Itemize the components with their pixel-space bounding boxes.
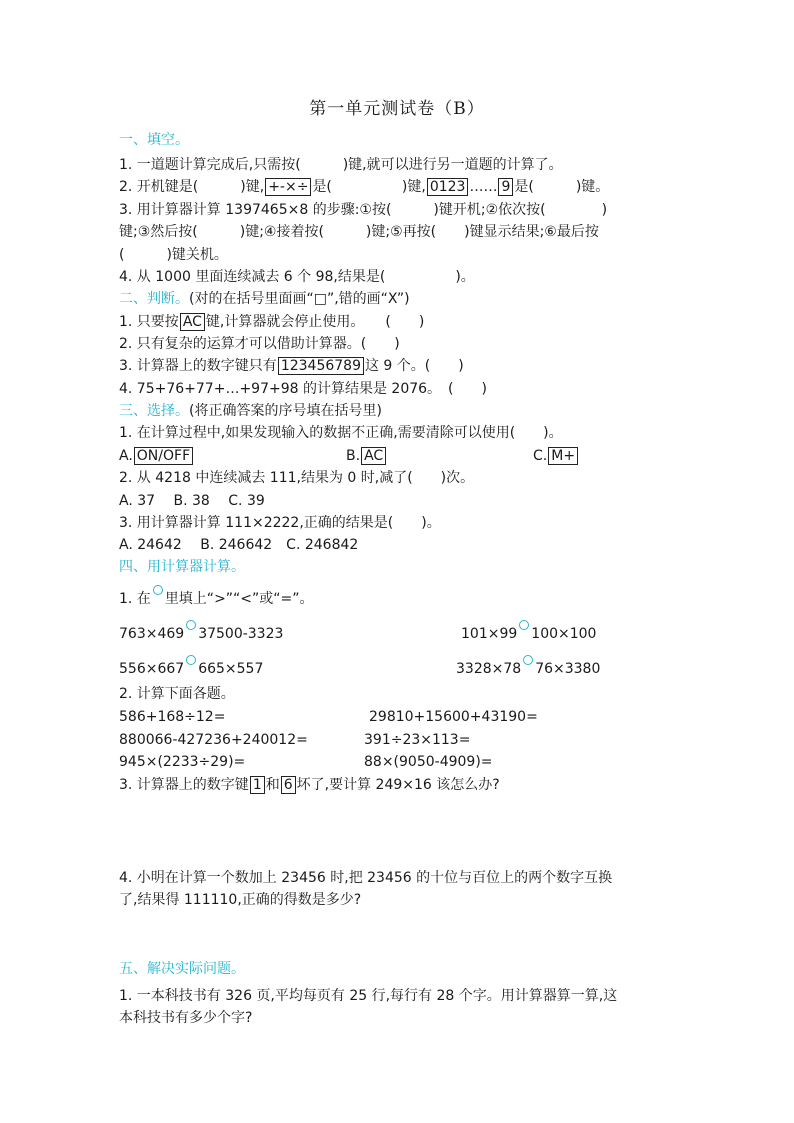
question-5-1-line-1: 1. 一本科技书有 326 页,平均每页有 25 行,每行有 28 个字。用计算器算一算,这 [119, 988, 618, 1004]
question-text: …… [469, 179, 498, 195]
compare-right: 100×100 [531, 626, 597, 642]
compare-item [456, 660, 600, 678]
question-2-2: 2. 只有复杂的运算才可以借助计算器。( ) [119, 336, 400, 352]
operator-keys-box: +-×÷ [265, 178, 311, 196]
compare-item [119, 660, 263, 678]
question-text: 里填上“>”“<”或“=”。 [164, 591, 314, 607]
ac-key-box: AC [361, 447, 386, 465]
section-heading-judge [119, 290, 410, 308]
digit-keys-box: 0123 [427, 178, 469, 196]
section-heading-calc: 四、用计算器计算。 [119, 559, 245, 575]
question-4-4-line-2: 了,结果得 111110,正确的得数是多少? [119, 892, 362, 908]
question-3-1: 1. 在计算过程中,如果发现输入的数据不正确,需要清除可以使用( )。 [119, 425, 563, 441]
question-2-4: 4. 75+76+77+…+97+98 的计算结果是 2076。 ( ) [119, 381, 487, 397]
question-3-3: 3. 用计算器计算 111×2222,正确的结果是( )。 [119, 515, 441, 531]
question-text: 是( )键。 [514, 179, 610, 195]
option-a [119, 447, 194, 465]
question-text: 2. 开机键是( )键, [119, 179, 265, 195]
section-heading-fill-blank: 一、填空。 [119, 132, 189, 148]
circle-icon [186, 655, 196, 665]
section-note: (将正确答案的序号填在括号里) [189, 403, 382, 419]
compare-left: 556×667 [119, 661, 185, 677]
ac-key-box: AC [180, 313, 205, 331]
question-text: 3. 计算器上的数字键只有 [119, 358, 277, 374]
compare-left: 763×469 [119, 626, 185, 642]
question-text: 是( )键, [312, 179, 426, 195]
question-text: 和 [265, 777, 280, 793]
question-4-1 [119, 590, 314, 608]
option-c [533, 447, 579, 465]
question-text: 这 9 个。( ) [364, 358, 464, 374]
option-label: A. [119, 448, 133, 464]
m-plus-key-box: M+ [548, 447, 578, 465]
question-2-3 [119, 357, 464, 375]
section-heading-text: 三、选择。 [119, 403, 189, 419]
calc-item: 586+168÷12= [119, 709, 226, 725]
calc-item: 391÷23×113= [364, 732, 471, 748]
compare-right: 37500-3323 [198, 626, 284, 642]
digit-6-box: 6 [281, 776, 296, 794]
circle-icon [523, 655, 533, 665]
compare-right: 665×557 [198, 661, 264, 677]
compare-item [461, 625, 596, 643]
calc-item: 880066-427236+240012= [119, 732, 308, 748]
page-title: 第一单元测试卷（B） [309, 99, 485, 119]
section-heading-text: 二、判断。 [119, 291, 189, 307]
question-4-3 [119, 776, 500, 794]
option-label: B. [346, 448, 361, 464]
question-1-3-line-1: 3. 用计算器计算 1397465×8 的步骤:①按( )键开机;②依次按( ) [119, 202, 608, 218]
question-1-1: 1. 一道题计算完成后,只需按( )键,就可以进行另一道题的计算了。 [119, 157, 563, 173]
section-heading-word-problems: 五、解决实际问题。 [119, 961, 245, 977]
option-label: C. [533, 448, 548, 464]
compare-left: 101×99 [461, 626, 518, 642]
question-2-1 [119, 313, 424, 331]
section-heading-choice [119, 402, 382, 420]
compare-left: 3328×78 [456, 661, 522, 677]
question-1-2 [119, 178, 609, 196]
question-3-2: 2. 从 4218 中连续减去 111,结果为 0 时,减了( )次。 [119, 470, 475, 486]
digit-9-box: 9 [498, 178, 513, 196]
question-4-2: 2. 计算下面各题。 [119, 686, 235, 702]
question-text: 3. 计算器上的数字键 [119, 777, 249, 793]
question-3-3-options: A. 24642 B. 246642 C. 246842 [119, 537, 359, 553]
question-3-2-options: A. 37 B. 38 C. 39 [119, 493, 265, 509]
calc-item: 945×(2233÷29)= [119, 754, 246, 770]
question-5-1-line-2: 本科技书有多少个字? [119, 1010, 253, 1026]
question-text: 坏了,要计算 249×16 该怎么办? [296, 777, 500, 793]
question-text: 1. 只要按 [119, 314, 179, 330]
question-4-4-line-1: 4. 小明在计算一个数加上 23456 时,把 23456 的十位与百位上的两个数字互换 [119, 870, 613, 886]
circle-icon [186, 620, 196, 630]
digit-1-box: 1 [250, 776, 265, 794]
question-text: 键,计算器就会停止使用。 ( ) [205, 314, 425, 330]
compare-item [119, 625, 283, 643]
question-text: 1. 在 [119, 591, 151, 607]
question-1-3-line-3: ( )键关机。 [119, 247, 228, 263]
question-1-3-line-2: 键;③然后按( )键;④接着按( )键;⑤再按( )键显示结果;⑥最后按 [119, 224, 599, 240]
on-off-key-box: ON/OFF [134, 447, 193, 465]
compare-right: 76×3380 [535, 661, 601, 677]
question-1-4: 4. 从 1000 里面连续减去 6 个 98,结果是( )。 [119, 269, 475, 285]
circle-icon [519, 620, 529, 630]
calc-item: 29810+15600+43190= [369, 709, 538, 725]
option-b [346, 447, 387, 465]
calc-item: 88×(9050-4909)= [364, 754, 493, 770]
section-note: (对的在括号里面画“□”,错的画“X”) [189, 291, 410, 307]
digit-keys-box: 123456789 [278, 357, 364, 375]
circle-icon [153, 585, 163, 595]
